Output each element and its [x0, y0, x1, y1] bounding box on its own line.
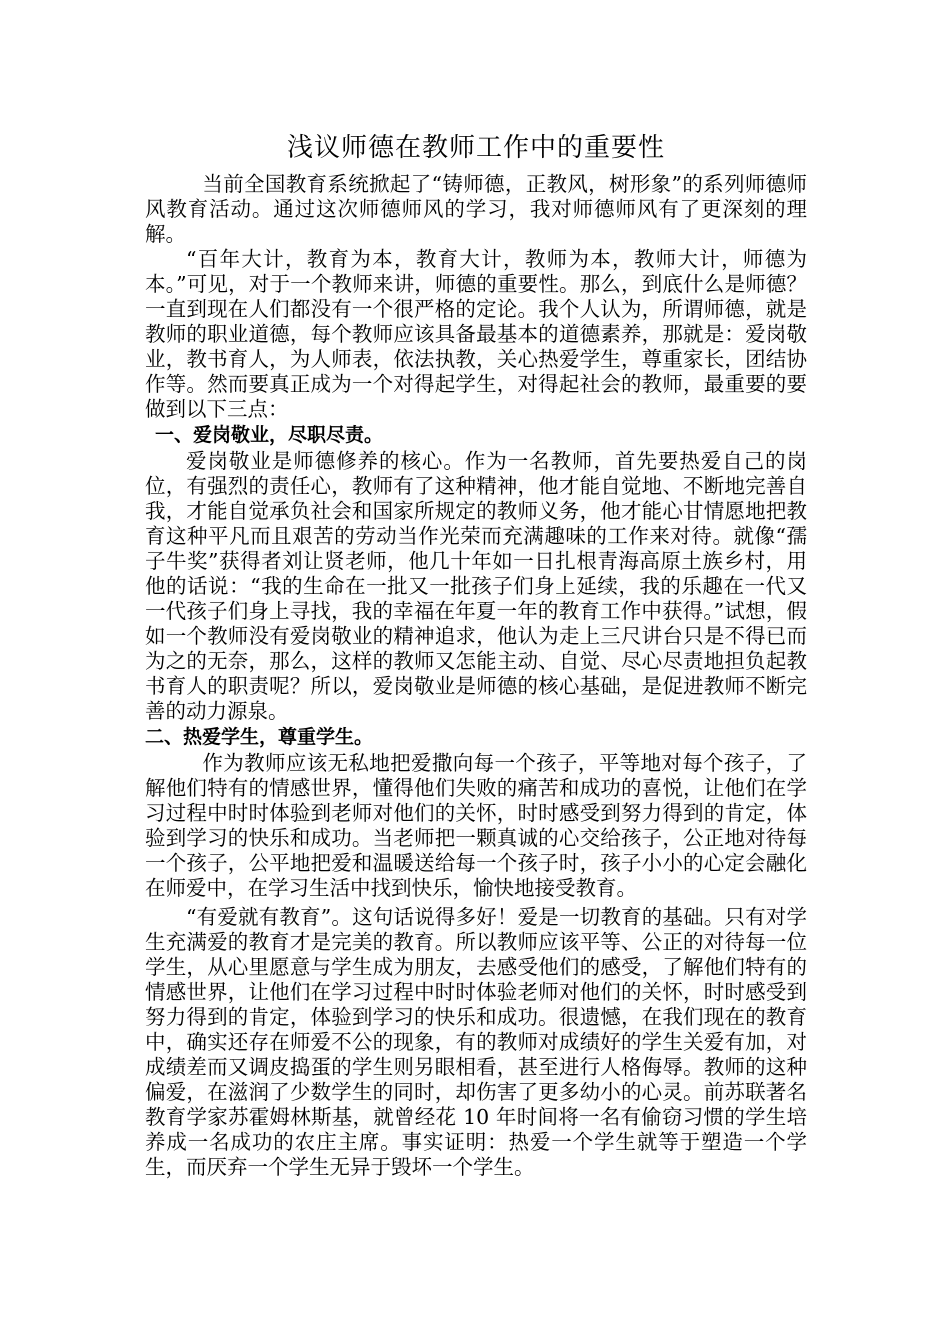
section2-paragraph-2: “有爱就有教育”。这句话说得多好！爱是一切教育的基础。只有对学生充满爱的教育才是完美的教育。所以教师应该平等、公正的对待每一位学生，从心里愿意与学生成为朋友，去感受他们的感受，了解他们特有的情感世界，让他们在学习过程中时时体验老师对他们的关怀，时时感受到努力得到的肯定，体验到学习的快乐和成功。很遗憾，在我们现在的教育中，确实还存在师爱不公的现象，有的教师对成绩好的学生关爱有加，对成绩差而又调皮捣蛋的学生则另眼相看，甚至进行人格侮辱。教师的这种偏爱，在滋润了少数学生的同时，却伤害了更多幼小的心灵。前苏联著名教育学家苏霍姆林斯基，就曾经花 10 年时间将一名有偷窃习惯的学生培养成一名成功的农庄主席。事实证明：热爱一个学生就等于塑造一个学生，而厌弃一个学生无异于毁坏一个学生。	[145, 905, 807, 1179]
document-page	[145, 128, 807, 1180]
section1-paragraph-1: 爱岗敬业是师德修养的核心。作为一名教师，首先要热爱自己的岗位，有强烈的责任心，教师有了这种精神，他才能自觉地、不断地完善自我，才能自觉承负社会和国家所规定的教师义务，他才能心甘情愿地把教育这种平凡而且艰苦的劳动当作光荣而充满趣味的工作来对待。就像“孺子牛奖”获得者刘让贤老师，他几十年如一日扎根青海高原土族乡村，用他的话说：“我的生命在一批又一批孩子们身上延续，我的乐趣在一代又一代孩子们身上寻找，我的幸福在年夏一年的教育工作中获得。”试想，假如一个教师没有爱岗敬业的精神追求，他认为走上三尺讲台只是不得已而为之的无奈，那么，这样的教师又怎能主动、自觉、尽心尽责地担负起教书育人的职责呢？所以，爱岗敬业是师德的核心基础，是促进教师不断完善的动力源泉。	[145, 449, 807, 723]
section-heading-1: 一、爱岗敬业，尽职尽责。	[155, 424, 384, 446]
intro-paragraph-1: 当前全国教育系统掀起了“铸师德，正教风，树形象”的系列师德师风教育活动。通过这次师德师风的学习，我对师德师风有了更深刻的理解。	[145, 172, 807, 246]
section2-paragraph-1: 作为教师应该无私地把爱撒向每一个孩子，平等地对每个孩子，了解他们特有的情感世界，懂得他们失败的痛苦和成功的喜悦，让他们在学习过程中时时体验到老师对他们的关怀，时时感受到努力得到的肯定，体验到学习的快乐和成功。当老师把一颗真诚的心交给孩子，公正地对待每一个孩子，公平地把爱和温暖送给每一个孩子时，孩子小小的心定会融化在师爱中，在学习生活中找到快乐，愉快地接受教育。	[145, 751, 807, 900]
document-title: 浅议师德在教师工作中的重要性	[286, 133, 665, 163]
section-heading-2: 二、热爱学生，尊重学生。	[145, 726, 374, 748]
intro-paragraph-2: “百年大计，教育为本，教育大计，教师为本，教师大计，师德为本。”可见，对于一个教师来讲，师德的重要性。那么，到底什么是师德？一直到现在人们都没有一个很严格的定论。我个人认为，所谓师德，就是教师的职业道德，每个教师应该具备最基本的道德素养，那就是：爱岗敬业，教书育人，为人师表，依法执教，关心热爱学生，尊重家长，团结协作等。然而要真正成为一个对得起学生，对得起社会的教师，最重要的要做到以下三点：	[145, 247, 807, 421]
